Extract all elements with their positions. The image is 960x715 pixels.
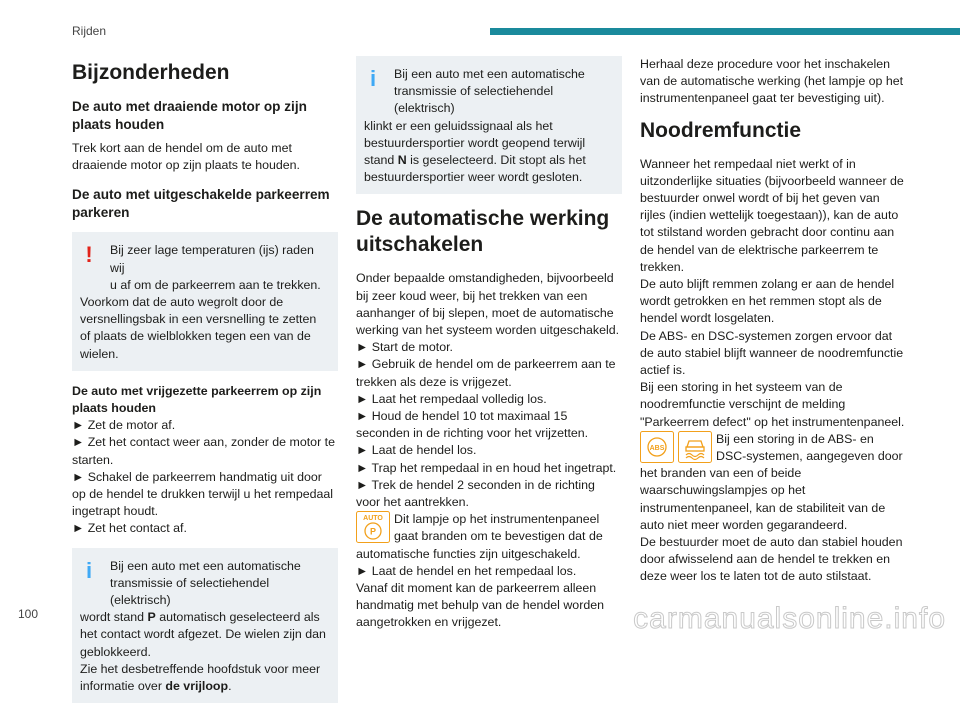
info-line: transmissie of selectiehendel (elektrisch) <box>394 84 554 116</box>
stability-control-icon <box>678 431 712 463</box>
paragraph <box>356 511 622 563</box>
column-1 <box>72 50 338 715</box>
step: ► Laat de hendel en het rempedaal los. <box>356 563 577 578</box>
subheading-parking-brake-released: De auto met vrijgezette parkeerrem op zijn plaats houden <box>72 383 322 416</box>
page-number: 100 <box>18 607 39 621</box>
step: ► Zet het contact af. <box>72 521 187 536</box>
paragraph: Vanaf dit moment kan de parkeerrem alleen handmatig met behulp van de hendel worden aangetrokken en vrijgezet. <box>356 581 604 630</box>
step: ► Gebruik de hendel om de parkeerrem aan te trekken als deze is vrijgezet. <box>356 357 616 389</box>
section-label: Rijden <box>72 24 107 38</box>
subheading-motor-running: De auto met draaiende motor op zijn plaats houden <box>72 99 307 132</box>
info-line: informatie over de vrijloop. <box>80 679 232 694</box>
abs-icon-label: ABS <box>649 444 665 452</box>
step: ► Start de motor. <box>356 340 453 355</box>
step: ► Laat het rempedaal volledig los. <box>356 391 547 406</box>
step: ► Zet de motor af. <box>72 418 176 433</box>
step: ► Schakel de parkeerrem handmatig uit door op de hendel te drukken terwijl u het rempedaal ingetrapt houdt. <box>72 469 334 519</box>
column-3 <box>640 56 906 586</box>
info-box <box>356 56 622 194</box>
info-line: stand N is geselecteerd. Dit stopt als het <box>364 153 586 168</box>
info-line: Bij een auto met een automatische <box>394 67 585 81</box>
info-line: geblokkeerd. <box>80 644 151 659</box>
info-line: bestuurdersportier weer wordt gesloten. <box>364 170 583 185</box>
svg-text:P: P <box>369 526 377 537</box>
warning-line: Bij zeer lage temperaturen (ijs) raden wij <box>110 243 314 275</box>
paragraph: Bij een storing in het systeem van de noodremfunctie verschijnt de melding "Parkeerrem defect" op het instrumentenpaneel. <box>640 380 905 429</box>
step: ► Trap het rempedaal in en houd het ingetrapt. <box>356 460 617 475</box>
paragraph: Wanneer het rempedaal niet werkt of in uitzonderlijke situaties (bijvoorbeeld wanneer de bestuurder onwel wordt of bij het geven van rijles (indien wettelijk toegestaan)), kan de auto tot stilstand worden gebracht door continu aan de hendel van de elektrische parkeerrem te trekken. <box>640 156 904 274</box>
watermark: carmanualsonline.info <box>633 602 946 635</box>
abs-warning-icon <box>640 431 674 463</box>
icon-description: Bij een storing in de ABS- en DSC-systemen, aangegeven door het branden van een of beide waarschuwingslampjes op het instrumentenpaneel, kan de stabiliteit van de auto niet meer worden gegarandeerd. <box>640 431 903 532</box>
section-title: De automatische werking uitschakelen <box>356 207 610 257</box>
auto-icon-label: AUTO <box>363 515 383 523</box>
paragraph: Trek kort aan de hendel om de auto met draaiende motor op zijn plaats te houden. <box>72 141 301 173</box>
header-accent-bar <box>490 28 960 35</box>
warning-line: u af om de parkeerrem aan te trekken. <box>110 277 321 292</box>
warning-line: wielen. <box>80 346 119 361</box>
paragraph <box>640 431 906 534</box>
paragraph: De auto blijft remmen zolang er aan de hendel wordt getrokken en het remmen stopt als de hendel wordt losgelaten. <box>640 277 895 326</box>
paragraph: De ABS- en DSC-systemen zorgen ervoor dat de auto stabiel blijft wanneer de noodremfunctie actief is. <box>640 328 904 378</box>
warning-box <box>72 232 338 370</box>
info-line: Zie het desbetreffende hoofdstuk voor meer <box>80 661 321 676</box>
paragraph: De bestuurder moet de auto dan stabiel houden door afwisselend aan de hendel te trekken en deze weer los te laten tot de auto stilstaat. <box>640 535 903 584</box>
warning-line: of plaats de wielblokken tegen een van de <box>80 329 311 344</box>
paragraph: Onder bepaalde omstandigheden, bijvoorbeeld bij zeer koud weer, bij het trekken van een aanhanger of bij slepen, moet de automatische werking van het systeem worden uitgeschakeld. <box>356 271 620 338</box>
column-2 <box>356 50 622 632</box>
info-icon: i <box>85 557 93 583</box>
paragraph: Herhaal deze procedure voor het inschakelen van de automatische werking (het lampje op het instrumentenpaneel gaat ter bevestiging uit). <box>640 57 904 106</box>
info-line: transmissie of selectiehendel (elektrisch) <box>110 575 270 608</box>
subheading-parking-brake-off: De auto met uitgeschakelde parkeerrem parkeren <box>72 187 330 221</box>
info-line: klinkt er een geluidssignaal als het <box>364 118 553 133</box>
info-line: het contact wordt afgezet. De wielen zijn dan <box>80 627 326 642</box>
step: ► Houd de hendel 10 tot maximaal 15 seconden in de richting voor het vrijzetten. <box>356 409 589 441</box>
warning-line: versnellingsbak in een versnelling te zetten <box>80 312 317 327</box>
info-line: Bij een auto met een automatische <box>110 558 301 573</box>
info-line: bestuurdersportier wordt geopend terwijl <box>364 135 586 150</box>
section-title: Noodremfunctie <box>640 118 802 142</box>
info-line: wordt stand P automatisch geselecteerd als <box>80 610 320 625</box>
auto-parking-brake-icon <box>356 511 390 543</box>
icon-description: Dit lampje op het instrumentenpaneel gaat branden om te bevestigen dat de automatische functies zijn uitgeschakeld. <box>356 512 603 561</box>
warning-icon: ! <box>85 242 93 268</box>
info-icon: i <box>369 66 377 91</box>
step: ► Zet het contact weer aan, zonder de motor te starten. <box>72 435 335 467</box>
section-title: Bijzonderheden <box>72 61 230 84</box>
step: ► Laat de hendel los. <box>356 443 477 458</box>
step: ► Trek de hendel 2 seconden in de richting voor het aantrekken. <box>356 477 595 510</box>
warning-line: Voorkom dat de auto wegrolt door de <box>80 295 284 310</box>
info-box <box>72 548 338 704</box>
